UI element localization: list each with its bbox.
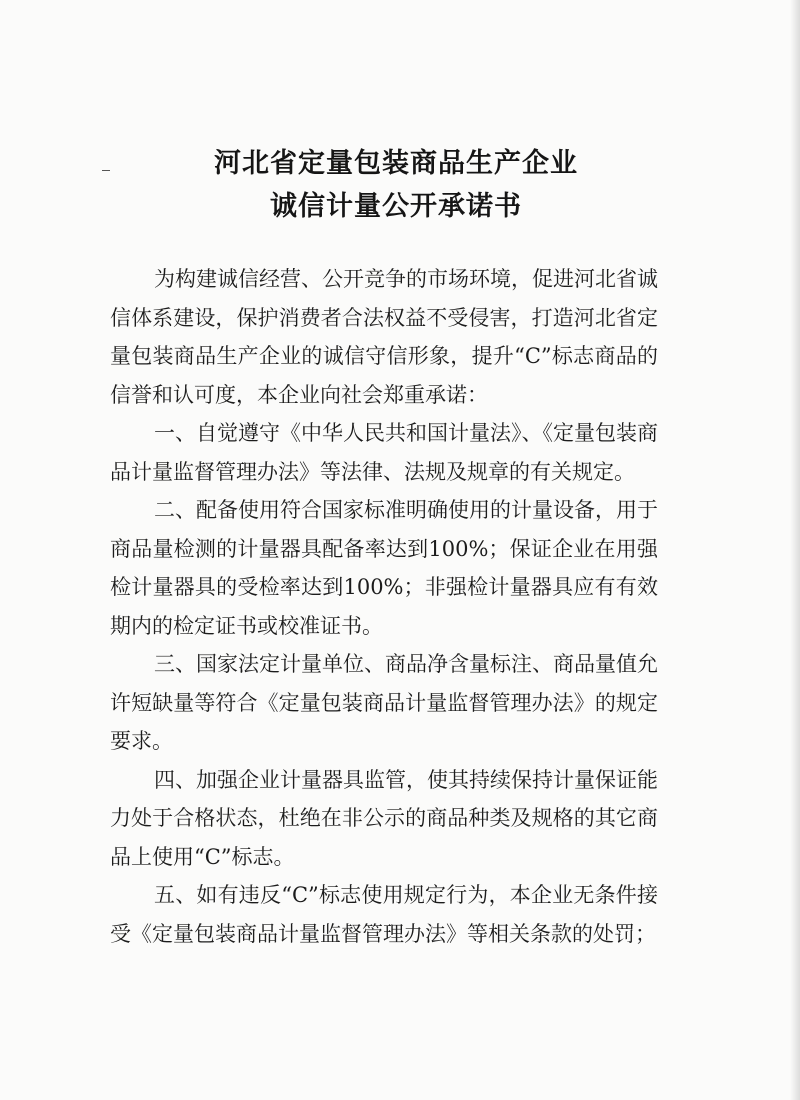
intro-paragraph: 为构建诚信经营、公开竞争的市场环境，促进河北省诚信体系建设，保护消费者合法权益不受侵害，打造河北省定量包装商品生产企业的诚信守信形象，提升“C”标志商品的信誉和认可度，本企业向社会郑重承诺： [110, 267, 658, 407]
document-title-line-2: 诚信计量公开承诺书 [270, 191, 522, 222]
document-body [110, 260, 658, 953]
commitment-item-2: 二、配备使用符合国家标准明确使用的计量设备，用于商品量检测的计量器具配备率达到100%；保证企业在用强检计量器具的受检率达到100%；非强检计量器具应有有效期内的检定证书或校准证书。 [110, 498, 658, 638]
commitment-item-1: 一、自觉遵守《中华人民共和国计量法》、《定量包装商品计量监督管理办法》等法律、法规及规章的有关规定。 [110, 421, 658, 484]
commitment-item-5: 五、如有违反“C”标志使用规定行为，本企业无条件接受《定量包装商品计量监督管理办法》等相关条款的处罚； [110, 883, 658, 946]
document-title-line-1: 河北省定量包装商品生产企业 [214, 148, 578, 179]
commitment-item-3: 三、国家法定计量单位、商品净含量标注、商品量值允许短缺量等符合《定量包装商品计量监督管理办法》的规定要求。 [110, 652, 658, 753]
commitment-item-4: 四、加强企业计量器具监管，使其持续保持计量保证能力处于合格状态，杜绝在非公示的商品种类及规格的其它商品上使用“C”标志。 [110, 767, 658, 869]
